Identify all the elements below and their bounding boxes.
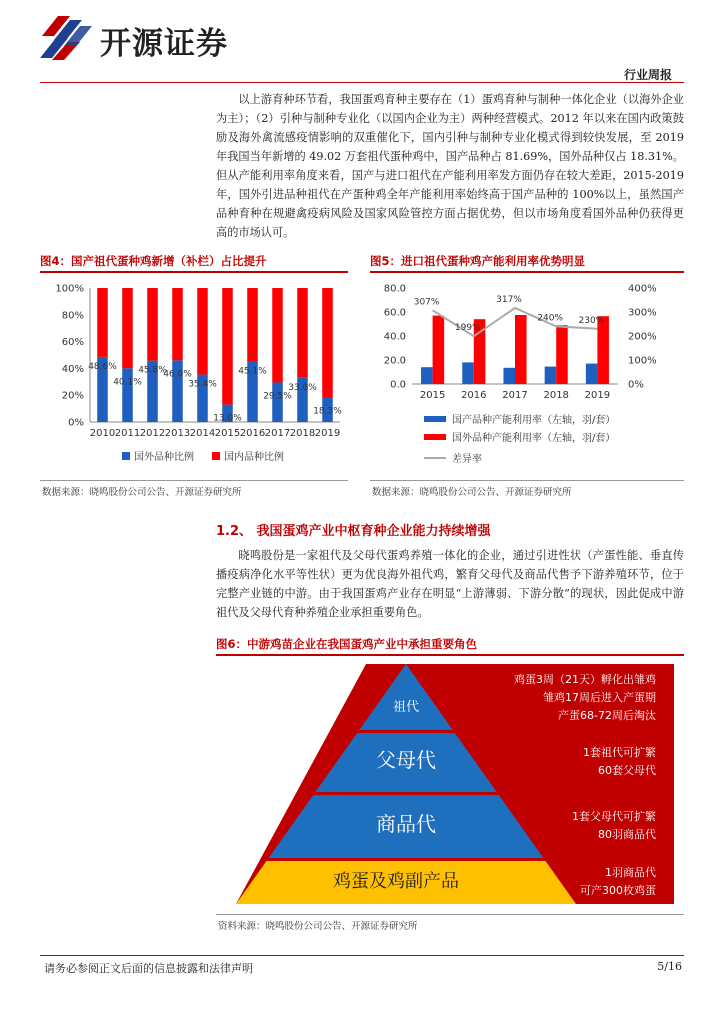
pyramid-label-4: 鸡蛋及鸡副产品 <box>333 871 459 892</box>
bar-domestic-2015 <box>421 367 433 384</box>
bar-import-2019 <box>597 316 609 384</box>
bar-domestic-2019 <box>322 288 333 397</box>
section-paragraph: 晓鸣股份是一家祖代及父母代蛋鸡养殖一体化的企业，通过引进性状（产蛋性能、垂直传播疫病净化水平等性状）更为优良海外祖代鸡，繁育父母代及商品代售予下游养殖环节，位于完整产业链的中游。由于我国蛋鸡产业存在明显“上游薄弱、下游分散”的现状，因此促成中游祖代及父母代育种养殖企业承担重要角色。 <box>216 549 684 619</box>
legend-swatch-import <box>424 434 446 440</box>
fig4-title: 图4：国产祖代蛋种鸡新增（补栏）占比提升 <box>40 254 267 268</box>
x-tick-label: 2015 <box>419 390 446 401</box>
fig4-source: 数据来源：晓鸣股份公司公告、开源证券研究所 <box>42 487 242 498</box>
fig5-source-rule <box>370 480 684 481</box>
data-label: 46.0% <box>163 369 192 380</box>
fig6-title: 图6：中游鸡苗企业在我国蛋鸡产业中承担重要角色 <box>216 637 477 651</box>
legend-swatch-domestic <box>212 452 220 460</box>
bar-domestic-2016 <box>247 288 258 362</box>
pyramid-note: 产蛋68-72周后淘汰 <box>558 709 656 722</box>
section-heading: 1.2、 我国蛋鸡产业中枢育种企业能力持续增强 <box>216 524 491 539</box>
header-divider <box>40 82 684 83</box>
pyramid-note: 可产300枚鸡蛋 <box>580 884 656 897</box>
x-tick-label: 2012 <box>139 428 166 439</box>
y-right-tick-label: 0% <box>628 379 644 391</box>
fig4-title-rule <box>40 271 348 273</box>
data-label: 45.1% <box>238 366 267 377</box>
x-tick-label: 2016 <box>461 390 487 401</box>
bar-import-2018 <box>556 325 568 384</box>
x-tick-label: 2011 <box>114 428 141 439</box>
fig5-chart <box>370 276 684 476</box>
legend-swatch-foreign <box>122 452 130 460</box>
fig5-source: 数据来源：晓鸣股份公司公告、开源证券研究所 <box>372 487 572 498</box>
data-label: 18.3% <box>313 406 342 417</box>
fig5-title: 图5：进口祖代蛋种鸡产能利用率优势明显 <box>370 254 585 268</box>
y-right-tick-label: 200% <box>628 331 657 343</box>
x-tick-label: 2014 <box>189 428 216 439</box>
data-label: 230% <box>578 315 605 326</box>
intro-paragraph: 以上游育种环节看，我国蛋鸡育种主要存在（1）蛋鸡育种与制种一体化企业（以海外企业为主）；（2）引种与制种专业化（以国内企业为主）两种经营模式。2012 年以来在国内政策鼓励及海外禽流感疫情影响的双重催化下，国内引种与制种专业化模式得到较快发展，至 2019 年我国当年新增的 49.02 万套祖代蛋种鸡中，国产品种占 81.69%，国外品种仅占 18.31%。但从产能利用率角度来看，国产与进口祖代在产能利用率发方面仍存在较大差距，2015-2019 年，国外引进品种祖代在产蛋种鸡全年产能利用率始终高于国产品种的 100%以上，虽然国产品种育种在规避禽疫病风险及国家风险管控方面占据优势，但以市场角度看国外品种仍获得更高的市场认可。 <box>216 93 684 239</box>
x-tick-label: 2017 <box>264 428 291 439</box>
logo-icon <box>40 14 96 60</box>
bar-domestic-2010 <box>97 288 108 357</box>
fig6-source: 资料来源：晓鸣股份公司公告、开源证券研究所 <box>218 921 418 932</box>
report-type: 行业周报 <box>623 68 672 82</box>
pyramid-note: 雏鸡17周后进入产蛋期 <box>543 691 656 704</box>
x-tick-label: 2018 <box>543 390 569 401</box>
bar-domestic-2015 <box>222 288 233 405</box>
pyramid-note: 1羽商品代 <box>605 866 656 879</box>
x-tick-label: 2017 <box>502 390 528 401</box>
data-label: 199% <box>454 323 481 334</box>
y-right-tick-label: 100% <box>628 355 657 367</box>
bar-domestic-2014 <box>197 288 208 375</box>
data-label: 240% <box>537 313 564 324</box>
legend-label-domestic: 国内品种比例 <box>224 452 284 463</box>
legend-label-import: 国外品种产能利用率（左轴，羽/套） <box>452 433 616 444</box>
legend-label-diff: 差异率 <box>452 454 482 465</box>
fig5-title-rule <box>370 271 684 273</box>
bar-domestic-2011 <box>122 288 133 368</box>
y-tick-label: 0% <box>68 417 84 429</box>
data-label: 45.8% <box>138 365 167 376</box>
y-left-tick-label: 20.0 <box>383 355 406 367</box>
data-label: 33.0% <box>288 382 317 393</box>
y-tick-label: 40% <box>61 363 84 375</box>
bar-domestic-2012 <box>147 288 158 361</box>
bar-domestic-2017 <box>503 368 515 384</box>
bar-domestic-2017 <box>272 288 283 382</box>
x-tick-label: 2019 <box>314 428 341 439</box>
fig6-pyramid <box>216 660 684 910</box>
data-label: 48.6% <box>88 361 117 372</box>
pyramid-note: 60套父母代 <box>598 764 656 777</box>
y-tick-label: 20% <box>61 390 84 402</box>
pyramid-note: 1套祖代可扩繁 <box>583 746 656 759</box>
bar-domestic-2019 <box>586 364 598 384</box>
pyramid-label-2: 父母代 <box>376 748 436 772</box>
company-name: 开源证券 <box>100 26 228 62</box>
legend-label-domestic: 国产品种产能利用率（左轴，羽/套） <box>452 415 616 426</box>
fig4-source-rule <box>40 480 348 481</box>
y-left-tick-label: 40.0 <box>383 331 406 343</box>
data-label: 317% <box>496 294 522 305</box>
pyramid-note: 1套父母代可扩繁 <box>572 810 656 823</box>
y-tick-label: 60% <box>61 337 84 349</box>
pyramid-label-3: 商品代 <box>376 812 436 836</box>
legend-label-foreign: 国外品种比例 <box>134 452 194 463</box>
y-right-tick-label: 400% <box>628 283 657 295</box>
y-tick-label: 80% <box>61 310 84 322</box>
bar-domestic-2013 <box>172 288 183 360</box>
pyramid-note: 80羽商品代 <box>598 828 656 841</box>
footer-divider <box>40 955 684 956</box>
data-label: 13.0% <box>213 413 242 424</box>
x-tick-label: 2013 <box>164 428 191 439</box>
data-label: 40.1% <box>113 377 142 388</box>
data-label: 307% <box>413 297 440 308</box>
bar-domestic-2016 <box>462 362 474 384</box>
bar-import-2015 <box>433 316 445 384</box>
fig6-source-rule <box>216 914 684 915</box>
y-left-tick-label: 60.0 <box>383 307 406 319</box>
x-tick-label: 2010 <box>89 428 116 439</box>
y-tick-label: 100% <box>55 283 84 295</box>
fig4-chart <box>40 276 350 476</box>
y-left-tick-label: 80.0 <box>383 283 406 295</box>
x-tick-label: 2016 <box>239 428 266 439</box>
footer-disclaimer: 请务必参阅正文后面的信息披露和法律声明 <box>44 962 253 975</box>
bar-import-2017 <box>515 315 527 384</box>
x-tick-label: 2019 <box>584 390 611 401</box>
y-right-tick-label: 300% <box>628 307 657 319</box>
x-tick-label: 2015 <box>214 428 241 439</box>
pyramid-note: 鸡蛋3周（21天）孵化出雏鸡 <box>514 673 656 686</box>
x-tick-label: 2018 <box>289 428 316 439</box>
page-number: 5/16 <box>657 960 682 973</box>
legend-swatch-domestic <box>424 416 446 422</box>
y-left-tick-label: 0.0 <box>390 379 406 391</box>
data-label: 35.4% <box>188 379 217 390</box>
fig6-title-rule <box>216 654 684 656</box>
bar-domestic-2018 <box>545 367 557 384</box>
pyramid-label-1: 祖代 <box>392 700 420 715</box>
data-label: 29.5% <box>263 391 292 402</box>
bar-domestic-2018 <box>297 288 308 378</box>
bar-foreign-2017 <box>272 382 283 422</box>
